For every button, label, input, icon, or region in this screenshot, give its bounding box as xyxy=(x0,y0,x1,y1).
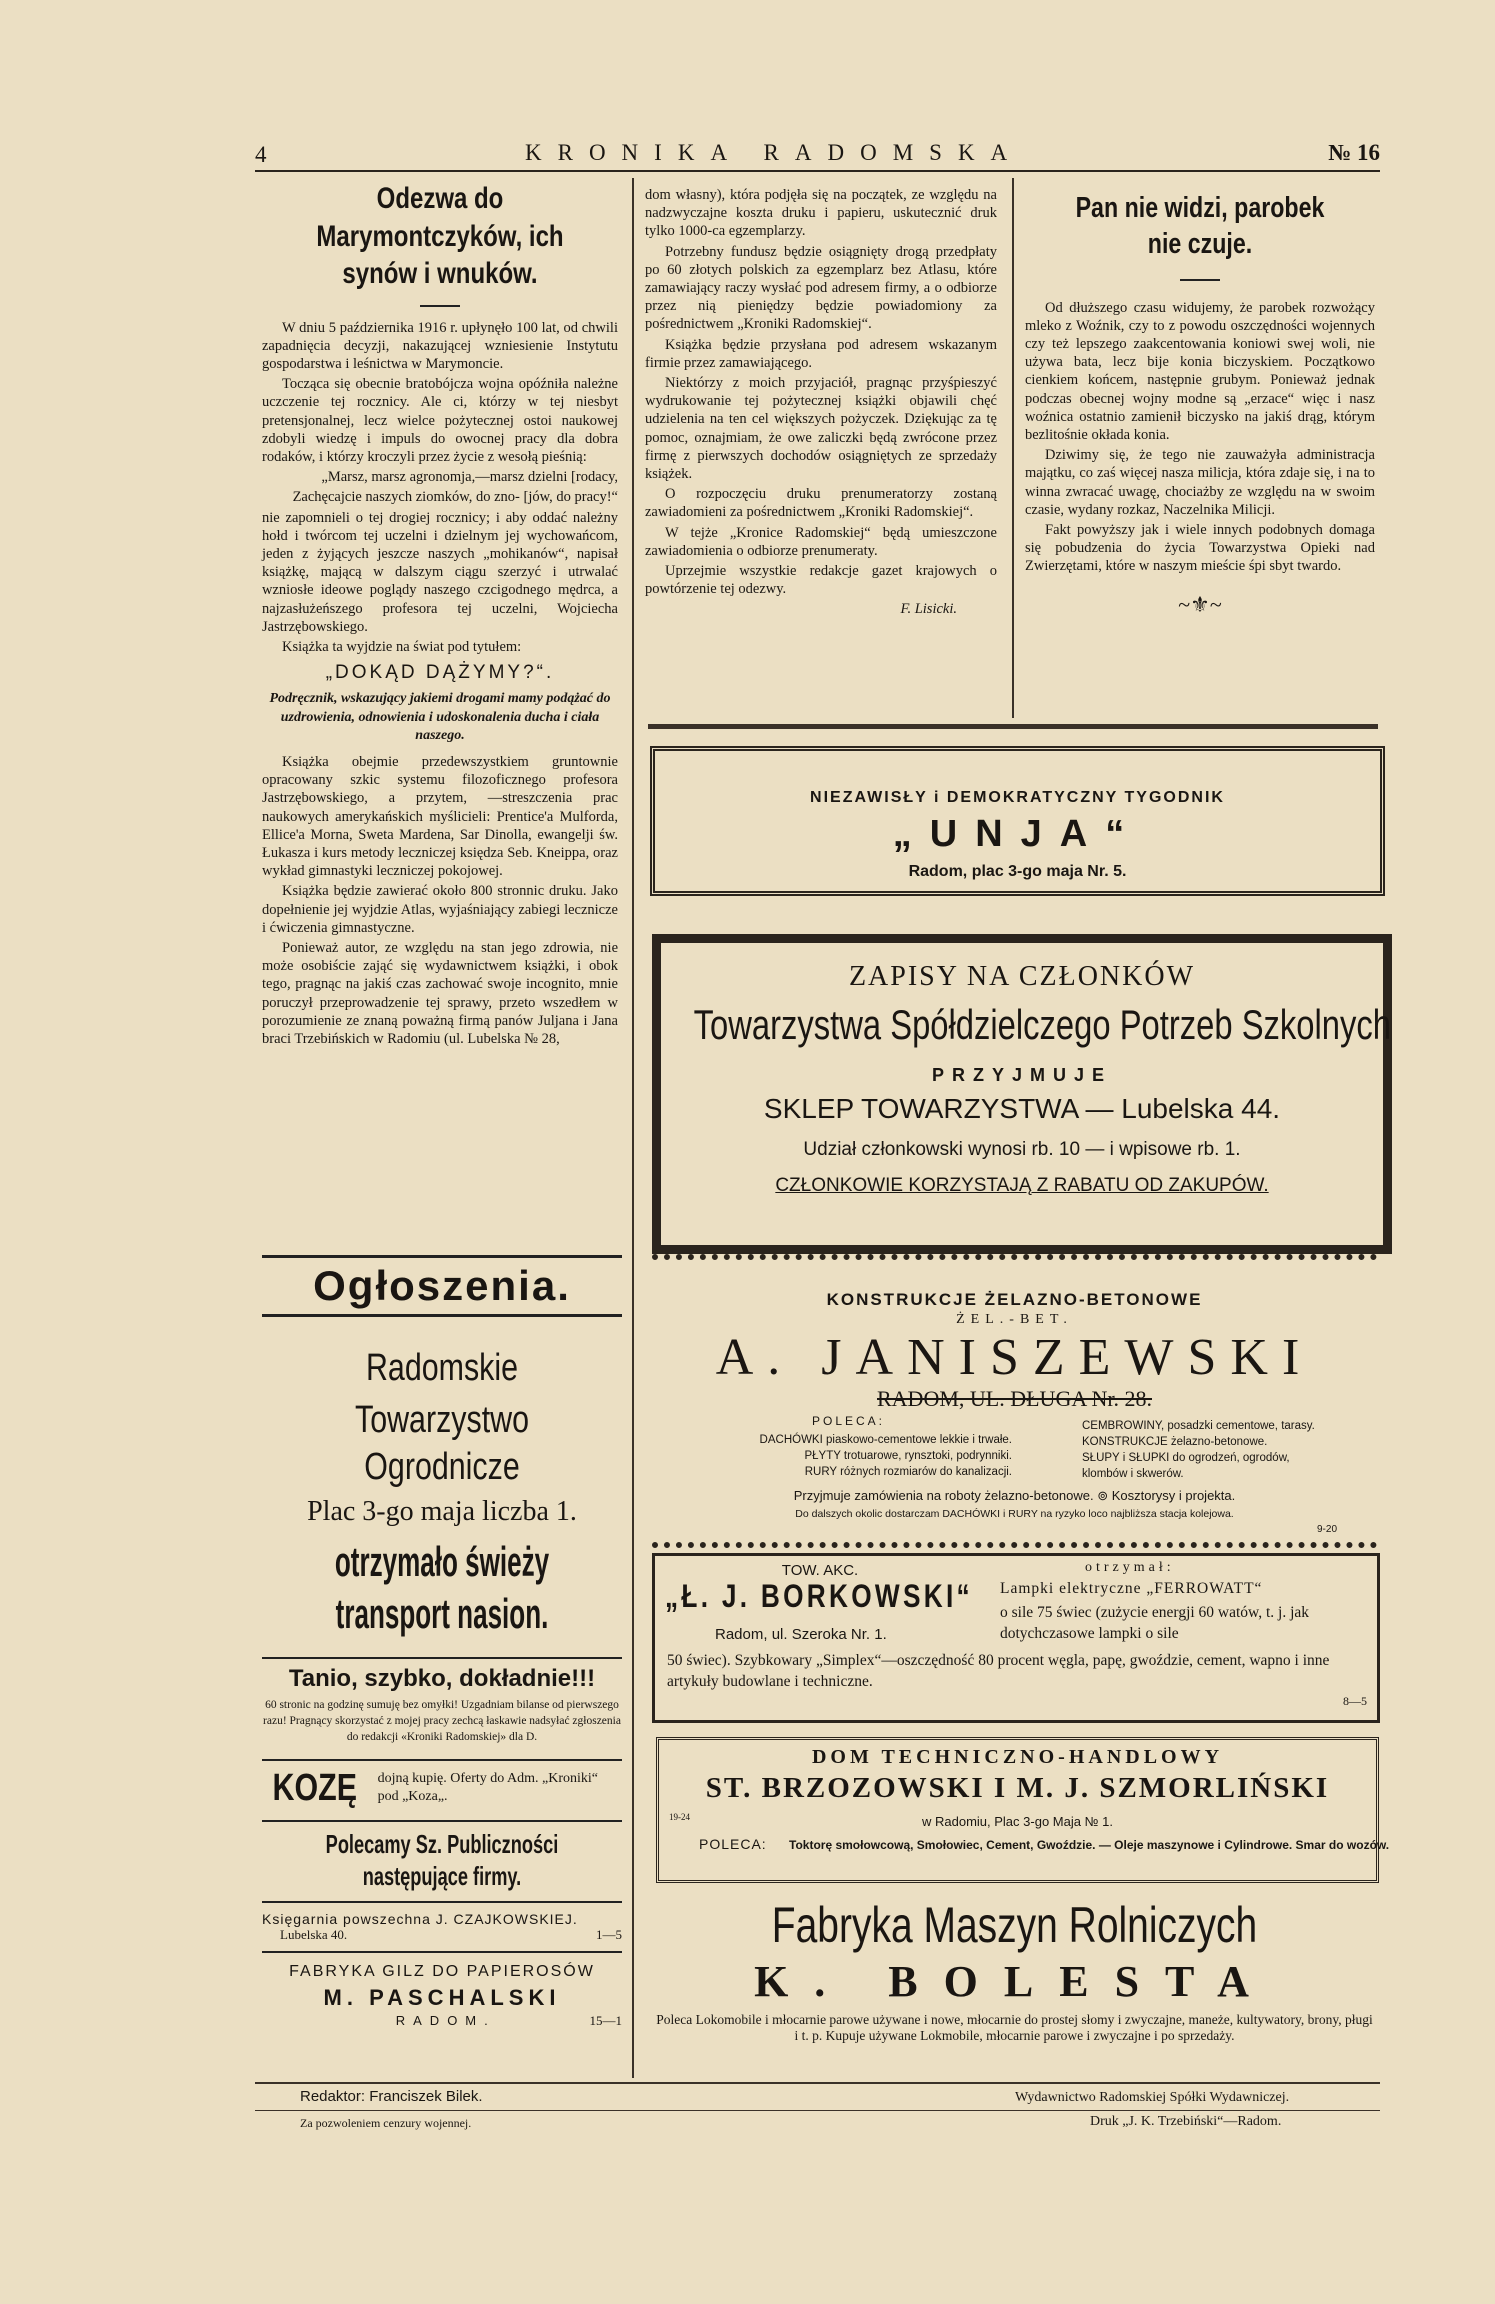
paragraph: Niektórzy z moich przyjaciół, pragnąc przyśpieszyć wydrukowanie tej pożytecznej książki objawili chęć udzielenia na ten cel większych pożyczek. Dziękując za tę pomoc, oznajmiam, że owe zaliczki będą zwrócone przez firmę z pierwszych dochodów osiągniętych ze sprzedaży książek. xyxy=(645,375,997,483)
ad-text: Radom, ul. Szeroka Nr. 1. xyxy=(715,1626,887,1643)
ad-text: Lubelska 40. xyxy=(280,1926,348,1942)
ad-text: PRZYJMUJE xyxy=(931,1065,1113,1085)
page-header xyxy=(255,140,1380,172)
ad-heading: „Ł. J. BORKOWSKI“ xyxy=(665,1578,973,1614)
book-subtitle: Podręcznik, wskazujący jakiemi drogami mamy podążać do uzdrowienia, odnowienia i udoskonalenia ducha i ciała naszego. xyxy=(269,691,611,743)
paragraph: Książka obejmie przedewszystkiem gruntownie opracowany szkic systemu filozoficznego profesora Jastrzębowskiego, a przytem, —streszczenia prac naukowych amerykańskich myślicieli: Prentice'a Mulforda, Ellice'a Morna, Sweta Mardena, Sar Dinolla, ewangelji św. Łukasza i kurs metody leczniczej księdza Seb. Kneippa, oraz wykład gimnastyki leczniczej pokojowej. xyxy=(262,753,618,880)
paragraph: Książka będzie zawierać około 800 stronnic druku. Jako dopełnienie jej wyjdzie Atlas, wyjaśniający zabiegi lecznicze i ćwiczenia gimnastyczne. xyxy=(262,883,618,936)
ad-text: RADOM, UL. DŁUGA Nr. 28. xyxy=(877,1386,1152,1411)
zapisy-ad xyxy=(652,934,1392,1254)
divider xyxy=(420,305,460,307)
paragraph: Od dłuższego czasu widujemy, że parobek rozwożący mleko z Woźnik, czy to z powodu oszczędności wojennych czy też lepszego zaakcentowania koniowi swej woli, nie używa bata, lecz bije konia biczyskiem. Początkowo cienkiem końcem, następnie grubym. Ponieważ jednak podczas obecnej wojny modne są „erzace“ więc i nasz woźnica ostatnio zamienił biczysko na jakiś drąg, którym bezlitośnie okłada konia. xyxy=(1025,299,1375,443)
paragraph: Dziwimy się, że tego nie zauważyła administracja majątku, co zaś więcej nasza milicja, która zdaje się, i na to winna zwracać uwagę, chociażby ze względu na w swoim czasie, wydany rozkaz, Naczelnika Milicji. xyxy=(1025,447,1375,518)
editor-credit: Redaktor: Franciszek Bilek. xyxy=(300,2088,483,2105)
ad-number: 8—5 xyxy=(1343,1694,1367,1708)
ad-text: w Radomiu, Plac 3-go Maja № 1. xyxy=(922,1814,1113,1829)
ad-heading: Polecamy Sz. Publiczności następujące firmy. xyxy=(325,1828,559,1891)
ad-text: 60 stronic na godzinę sumuję bez omyłki! Uzgadniam bilanse od pierwszego razu! Pragnący skorzystać z mojej pracy zechcą łaskawie nadsyłać zgłoszenia do redakcji «Kroniki Radomskiej» dla D. xyxy=(263,1698,621,1743)
ad-heading: Tanio, szybko, dokładnie!!! xyxy=(288,1664,596,1692)
poem-line: Zachęcajcie naszych ziomków, do zno- [jów, do pracy!“ xyxy=(292,489,618,506)
ad-text: 50 świec). Szybkowary „Simplex“—oszczędność 80 procent węgla, papę, gwoździe, cement, wapno i inne artykuły budowlane i techniczne. xyxy=(667,1652,1330,1690)
ad-text: Lampki elektryczne „FERROWATT“ xyxy=(1000,1580,1263,1597)
paragraph: Tocząca się obecnie bratobójcza wojna opóźniła należne uczczenie tej rocznicy. Ale ci, którzy w tej niesbyt pretensjonalnej, lecz wielce pożytecznej ostoi naukowej zdobyli wiedzę i impuls do owocnej pracy dla dobra rodaków, i którzy kroczyli przez życie z wesołą pieśnią: xyxy=(262,376,618,465)
ad-text: dojną kupię. Oferty do Adm. „Kroniki“ pod „Koza„. xyxy=(377,1771,599,1804)
paragraph: Uprzejmie wszystkie redakcje gazet krajowych o powtórzenie tej odezwy. xyxy=(645,563,997,598)
ad-text: Księgarnia powszechna J. CZAJKOWSKIEJ. xyxy=(262,1910,578,1927)
masthead: KRONIKA RADOMSKA xyxy=(525,140,1024,165)
censor-note: Za pozwoleniem cenzury wojennej. xyxy=(300,2116,472,2130)
ad-text: Towarzystwo Ogrodnicze xyxy=(355,1398,529,1488)
ad-heading: KOZĘ xyxy=(272,1766,358,1809)
ad-text: CZŁONKOWIE KORZYSTAJĄ Z RABATU OD ZAKUPÓW. xyxy=(775,1175,1269,1196)
ad-text: Udział członkowski wynosi rb. 10 — i wpisowe rb. 1. xyxy=(803,1139,1241,1160)
ad-text: RADOM. xyxy=(395,2012,496,2028)
dom-techniczny-ad xyxy=(656,1737,1390,1883)
left-ads xyxy=(262,1255,622,2029)
paragraph: Książka ta wyjdzie na świat pod tytułem: xyxy=(282,638,522,655)
bolesta-ad xyxy=(656,1896,1373,2056)
article-title: Pan nie widzi, parobek nie czuje. xyxy=(1075,192,1325,261)
ad-text: FABRYKA GILZ DO PAPIEROSÓW xyxy=(289,1962,595,1980)
ad-text: ZAPISY NA CZŁONKÓW xyxy=(848,961,1196,992)
ad-text: Radom, plac 3-go maja Nr. 5. xyxy=(908,863,1127,880)
ad-text: CEMBROWINY, posadzki cementowe, tarasy. KONSTRUKCJE żelazno-betonowe. SŁUPY i SŁUPKI do ogrodzeń, ogrodów, klombów i skwerów. xyxy=(1082,1420,1315,1480)
paragraph: Potrzebny fundusz będzie osiągnięty drogą przedpłaty po 60 złotych polskich za egzemplarz bez Atlasu, które zamawiający raczy wysłać pod adresem firmy, a o odbiorze przez nią pieniędzy będzie powiadomiony za pośrednictwem „Kroniki Radomskiej“. xyxy=(645,243,997,333)
ad-text: otrzymał: xyxy=(1085,1560,1175,1575)
paragraph: dom własny), która podjęła się na początek, ze względu na nadzwyczajne koszta druku i papieru, uskutecznić druk tylko 1000-ca egzemplarzy. xyxy=(645,187,997,240)
ad-text: ŻEL.-BET. xyxy=(956,1312,1073,1327)
ad-text: otrzymało świeży transport nasion. xyxy=(334,1537,550,1637)
ad-text: o sile 75 świec (zużycie energji 60 watów, t. j. jak dotychczasowe lampki o sile xyxy=(1000,1604,1310,1642)
footer-rule xyxy=(255,2110,1380,2111)
ad-text: KONSTRUKCJE ŻELAZNO-BETONOWE xyxy=(826,1290,1203,1309)
ad-heading: A. JANISZEWSKI xyxy=(715,1329,1314,1386)
ad-number: 1—5 xyxy=(596,1926,622,1942)
ornament-icon: ~⚜~ xyxy=(1178,591,1222,617)
article-marymont xyxy=(262,180,618,1050)
column-divider xyxy=(632,1248,634,2078)
ad-number: 15—1 xyxy=(589,2012,622,2028)
article-parobek xyxy=(1025,186,1375,617)
page-number: 4 xyxy=(255,142,267,167)
ad-heading: ST. BRZOZOWSKI I M. J. SZMORLIŃSKI xyxy=(705,1772,1330,1804)
ad-text: Do dalszych okolic dostarczam DACHÓWKI i RURY na ryzyko loco najbliższa stacja kolejowa. xyxy=(795,1508,1234,1520)
paragraph: W tejże „Kronice Radomskiej“ będą umieszczone zawiadomienia o odbiorze prenumeraty. xyxy=(645,524,997,559)
ad-heading: K. BOLESTA xyxy=(754,1957,1275,2006)
ad-text: Plac 3-go maja liczba 1. xyxy=(307,1495,577,1527)
ad-number: 19-24 xyxy=(669,1812,690,1822)
article-continuation xyxy=(645,186,997,619)
ad-text: DACHÓWKI piaskowo-cementowe lekkie i trwałe. PŁYTY trotuarowe, rynsztoki, podrynniki. RURY różnych rozmiarów do kanalizacji. xyxy=(759,1434,1012,1478)
paragraph: Ponieważ autor, ze względu na stan jego zdrowia, nie może osobiście zająć się wydawnictwem książki, i obok tego, pragnąc na jakiś czas zachować swoje incognito, mnie poruczył przeprowadzenie tej sprawy, przeto wszedłem w porozumienie ze znaną poważną firmą panów Juljana i Jana braci Trzebińskich w Radomiu (ul. Lubelska № 28, xyxy=(262,940,618,1048)
ad-text: Toktorę smołowcową, Smołowiec, Cement, Gwoździe. — Oleje maszynowe i Cylindrowe. Smar do wozów. xyxy=(789,1838,1390,1852)
ad-number: 9-20 xyxy=(1316,1524,1337,1535)
paragraph: Książka będzie przysłana pod adresem wskazanym firmie przez zamawiającego. xyxy=(645,336,997,371)
ad-text: DOM TECHNICZNO-HANDLOWY xyxy=(811,1746,1224,1768)
unja-ad xyxy=(650,746,1385,896)
ad-text: NIEZAWISŁY i DEMOKRATYCZNY TYGODNIK xyxy=(810,789,1225,806)
ad-text: SKLEP TOWARZYSTWA — Lubelska 44. xyxy=(763,1093,1281,1124)
ad-text: TOW. AKC. xyxy=(781,1562,859,1579)
publisher-credit: Wydawnictwo Radomskiej Spółki Wydawniczej. xyxy=(1015,2090,1290,2105)
paragraph: nie zapomnieli o tej drogiej rocznicy; i aby oddać należny hołd i twórcom tej uczelni i dzielnym jej wychowańcom, jeden z żyjących jeszcze naszych „mohikanów“, napisał książkę, mającą w dalszym ciągu szerzyć i utrwalać wzniosłe ideowe poglądy naszego czcigodnego mędrca, a najzasłużeńszego profesora tej uczelni, Wojciecha Jastrzębowskiego. xyxy=(262,509,618,635)
ad-text: Poleca Lokomobile i młocarnie parowe używane i nowe, młocarnie do prostej słomy i zwyczajne, maneże, kultywatory, brony, pługi i t. p. Kupuje używane Lokmobile, młocarnie parowe i zwyczajne i po sprzedaży. xyxy=(656,2012,1373,2043)
ad-heading: Fabryka Maszyn Rolniczych xyxy=(771,1897,1258,1953)
column-divider xyxy=(1012,178,1014,718)
ad-text: Przyjmuje zamówienia na roboty żelazno-betonowe. ⊚ Kosztorysy i projekta. xyxy=(793,1488,1236,1503)
ad-heading: Towarzystwa Spółdzielczego Potrzeb Szkolnych xyxy=(693,1001,1392,1048)
printer-credit: Druk „J. K. Trzebiński“—Radom. xyxy=(1090,2114,1282,2129)
ad-text: Radomskie xyxy=(365,1347,519,1389)
koze-ad xyxy=(262,1767,622,1810)
ad-heading: M. PASCHALSKI xyxy=(323,1984,561,2010)
paragraph: O rozpoczęciu druku prenumeratorzy zostaną zawiadomieni za pośrednictwem „Kroniki Radomskiej“. xyxy=(645,486,997,521)
ad-text: POLECA: xyxy=(699,1836,767,1852)
issue-number: № 16 xyxy=(1328,140,1380,165)
ad-heading: „UNJA“ xyxy=(892,813,1143,855)
column-divider xyxy=(632,178,634,1248)
footer-rule xyxy=(255,2082,1380,2084)
divider xyxy=(1180,279,1220,281)
ad-text: POLECA: xyxy=(812,1414,886,1428)
borkowski-ad xyxy=(652,1553,1380,1723)
paragraph: W dniu 5 października 1916 r. upłynęło 100 lat, od chwili zapadnięcia decyzji, nakazującej wzniesienie Instytutu gospodarstwa i leśnictwa w Marymoncie. xyxy=(262,319,618,372)
signature: F. Lisicki. xyxy=(900,601,957,618)
janiszewski-ad xyxy=(652,1254,1377,1548)
article-title: Odezwa do Marymontczyków, ich synów i wnuków. xyxy=(316,182,564,290)
paragraph: Fakt powyższy jak i wiele innych podobnych domaga się pobudzenia do życia Towarzystwa Opieki nad Zwierzętami, które w naszym mieście śpi sbyt twardo. xyxy=(1025,521,1375,575)
book-title: „DOKĄD DĄŻYMY?“. xyxy=(325,662,555,684)
section-rule xyxy=(648,724,1378,729)
poem-line: „Marsz, marsz agronomja,—marsz dzielni [rodacy, xyxy=(321,469,618,486)
ads-heading: Ogłoszenia. xyxy=(262,1255,622,1317)
